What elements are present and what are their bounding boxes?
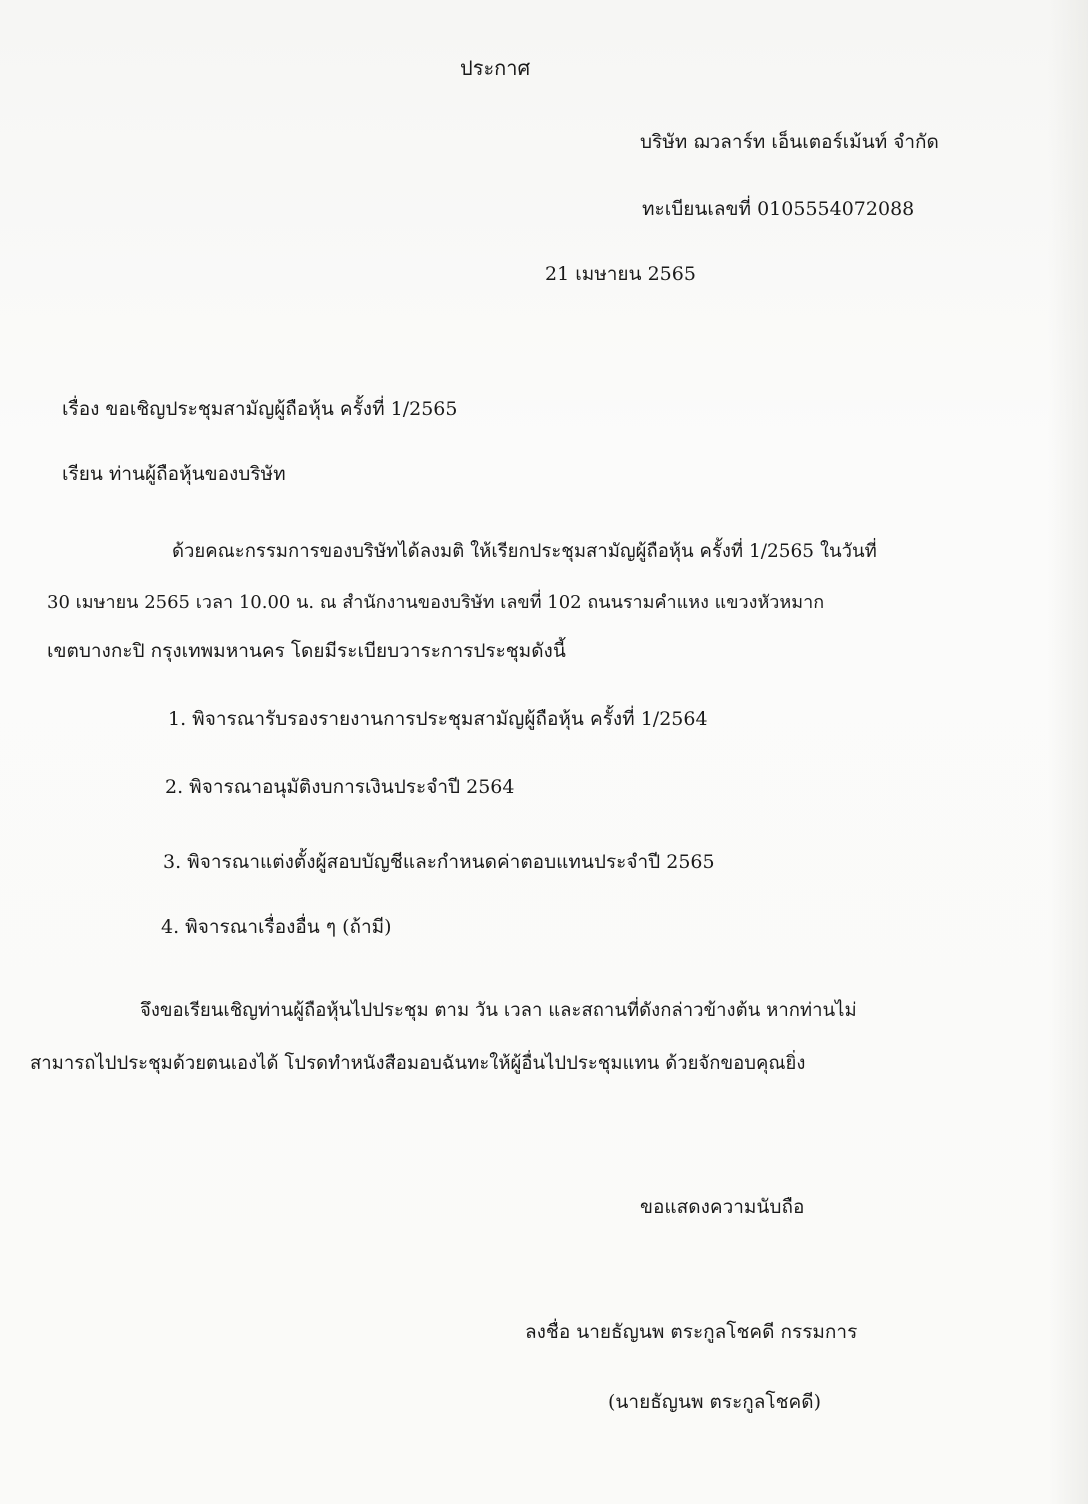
page-edge-shadow (1048, 0, 1088, 1504)
announcement-title: ประกาศ (460, 56, 531, 80)
letter-subject: เรื่อง ขอเชิญประชุมสามัญผู้ถือหุ้น ครั้งที่ 1/2565 (62, 398, 458, 420)
agenda-item-3: 3. พิจารณาแต่งตั้งผู้สอบบัญชีและกำหนดค่าตอบแทนประจำปี 2565 (163, 851, 715, 873)
announcement-date: 21 เมษายน 2565 (545, 263, 696, 285)
letter-recipient: เรียน ท่านผู้ถือหุ้นของบริษัท (62, 463, 286, 485)
registration-number: ทะเบียนเลขที่ 0105554072088 (642, 198, 915, 220)
closing-line-1: จึงขอเรียนเชิญท่านผู้ถือหุ้นไปประชุม ตาม วัน เวลา และสถานที่ดังกล่าวข้างต้น หากท่านไม่ (140, 1000, 857, 1021)
intro-line-3: เขตบางกะปิ กรุงเทพมหานคร โดยมีระเบียบวาระการประชุมดังนี้ (47, 640, 566, 662)
company-name: บริษัท ฌวลาร์ท เอ็นเตอร์เม้นท์ จำกัด (640, 131, 939, 153)
agenda-item-4: 4. พิจารณาเรื่องอื่น ๆ (ถ้ามี) (161, 916, 392, 938)
regards-text: ขอแสดงความนับถือ (640, 1196, 805, 1218)
agenda-item-1: 1. พิจารณารับรองรายงานการประชุมสามัญผู้ถือหุ้น ครั้งที่ 1/2564 (168, 708, 708, 730)
signature-line: ลงชื่อ นายธัญนพ ตระกูลโชคดี กรรมการ (525, 1321, 858, 1343)
intro-line-1: ด้วยคณะกรรมการของบริษัทได้ลงมติ ให้เรียกประชุมสามัญผู้ถือหุ้น ครั้งที่ 1/2565 ในวันที่ (172, 541, 877, 562)
signatory-name: (นายธัญนพ ตระกูลโชคดี) (608, 1391, 821, 1413)
agenda-item-2: 2. พิจารณาอนุมัติงบการเงินประจำปี 2564 (165, 776, 515, 798)
closing-line-2: สามารถไปประชุมด้วยตนเองได้ โปรดทำหนังสือมอบฉันทะให้ผู้อื่นไปประชุมแทน ด้วยจักขอบคุณยิ่ง (30, 1053, 806, 1074)
intro-line-2: 30 เมษายน 2565 เวลา 10.00 น. ณ สำนักงานของบริษัท เลขที่ 102 ถนนรามคำแหง แขวงหัวหมาก (47, 592, 825, 613)
